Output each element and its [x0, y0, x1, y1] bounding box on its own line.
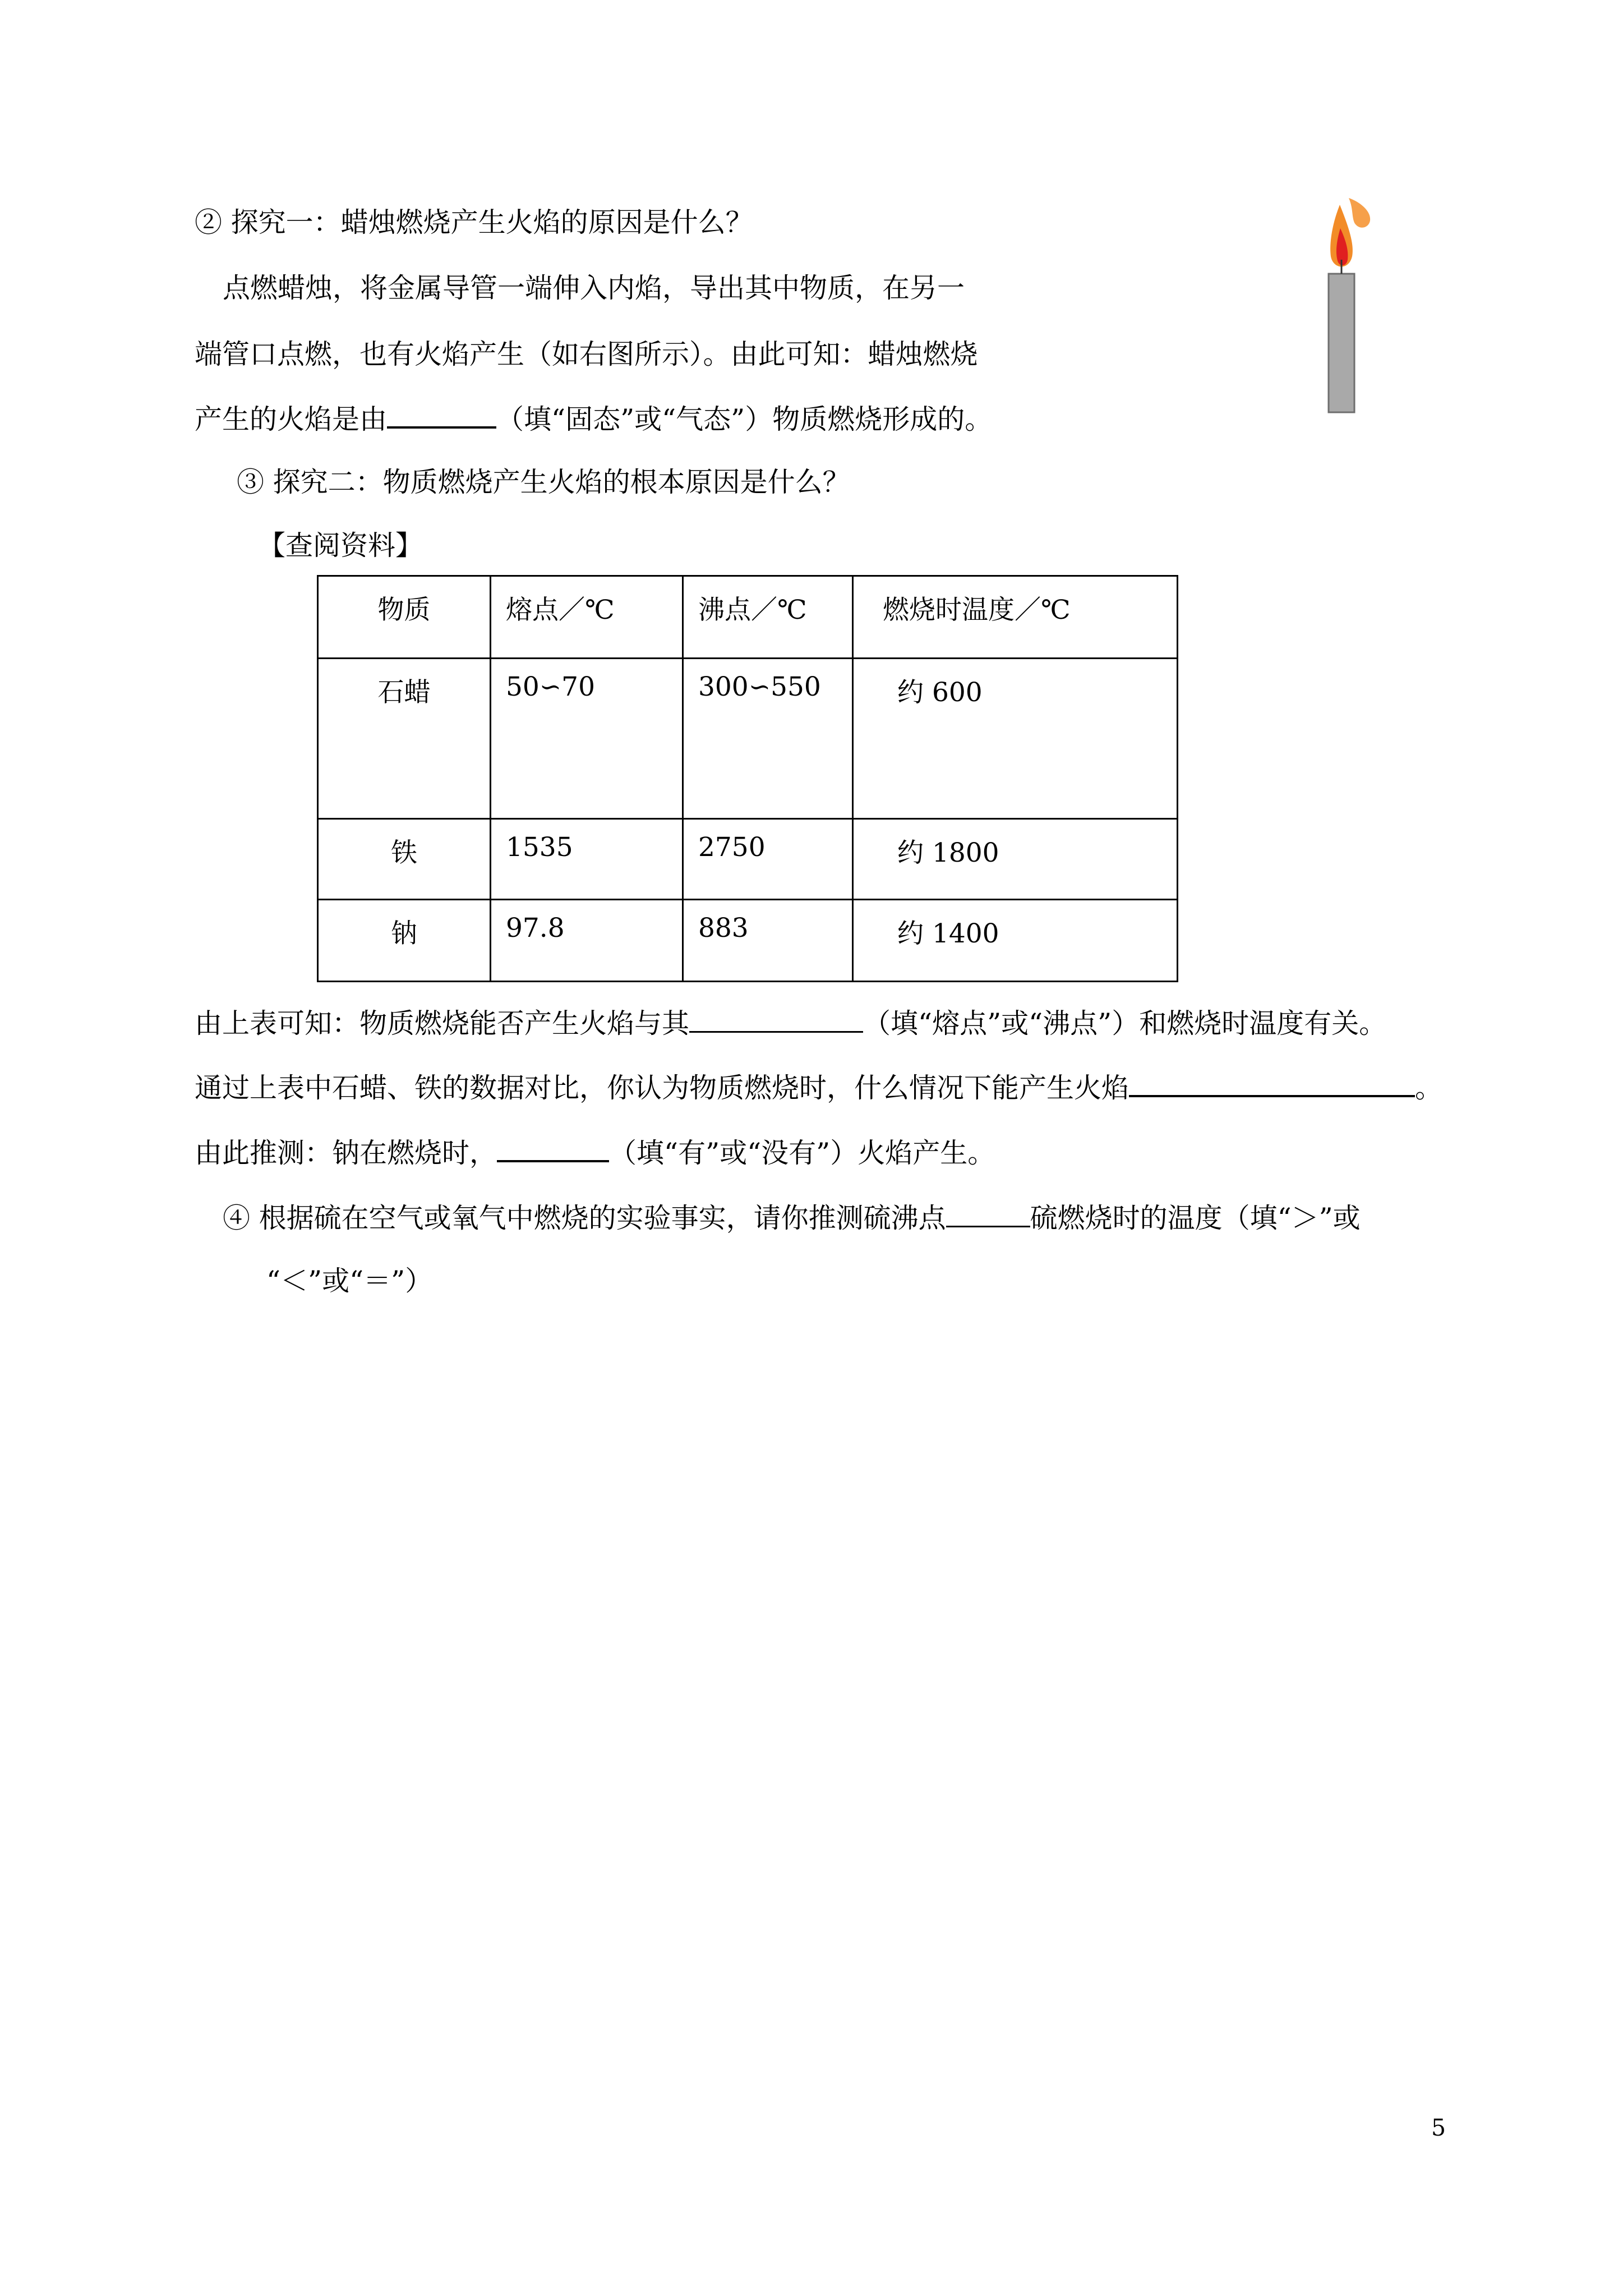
table-cell: 钠	[318, 900, 491, 982]
section-4-suffix: 硫燃烧时的温度（填“＞”或	[1030, 1202, 1361, 1234]
table-cell: 约 1400	[853, 900, 1178, 982]
table-cell: 石蜡	[318, 659, 491, 819]
section-4-line-1	[223, 1202, 1361, 1235]
table-cell: 883	[683, 900, 853, 982]
question-1-suffix: （填“熔点”或“沸点”）和燃烧时温度有关。	[863, 1007, 1387, 1039]
answer-blank-compare[interactable]	[946, 1203, 1030, 1227]
table-cell: 1535	[491, 819, 683, 900]
candle-figure	[1315, 194, 1371, 420]
section-3-heading: ③ 探究二：物质燃烧产生火焰的根本原因是什么？	[237, 466, 850, 498]
table-cell: 约 600	[853, 659, 1178, 819]
candle-icon	[1315, 194, 1371, 418]
table-cell: 约 1800	[853, 819, 1178, 900]
table-row	[318, 659, 1178, 819]
reference-title: 【查阅资料】	[258, 530, 423, 562]
section-2-text-line-3	[195, 403, 992, 436]
page-number: 5	[1431, 2114, 1446, 2141]
section-2-text-line-1: 点燃蜡烛，将金属导管一端伸入内焰，导出其中物质，在另一	[223, 272, 965, 304]
data-table	[317, 575, 1178, 982]
table-cell: 50∽70	[491, 659, 683, 819]
header-cell: 熔点／℃	[491, 576, 683, 659]
answer-blank-condition[interactable]	[1129, 1073, 1415, 1097]
question-3-suffix: （填“有”或“没有”）火焰产生。	[609, 1137, 995, 1169]
answer-blank-flame[interactable]	[497, 1138, 609, 1162]
section-2-line-3-suffix: （填“固态”或“气态”）物质燃烧形成的。	[496, 403, 993, 435]
section-2-text-line-2: 端管口点燃，也有火焰产生（如右图所示）。由此可知：蜡烛燃烧	[195, 338, 978, 370]
question-line-1	[195, 1007, 1386, 1041]
answer-blank-state[interactable]	[387, 404, 496, 429]
table-cell: 铁	[318, 819, 491, 900]
table-header-row	[318, 576, 1178, 659]
question-1-prefix: 由上表可知：物质燃烧能否产生火焰与其	[195, 1007, 690, 1039]
question-2-suffix: 。	[1415, 1072, 1443, 1104]
question-line-2	[195, 1071, 1442, 1105]
table-row	[318, 900, 1178, 982]
header-cell: 物质	[318, 576, 491, 659]
header-cell: 燃烧时温度／℃	[853, 576, 1178, 659]
answer-blank-point[interactable]	[689, 1009, 863, 1033]
section-4-line-2: “＜”或“＝”）	[266, 1265, 433, 1297]
table-cell: 97.8	[491, 900, 683, 982]
question-line-3	[195, 1137, 995, 1170]
section-2-heading: ② 探究一：蜡烛燃烧产生火焰的原因是什么？	[195, 206, 753, 238]
table-cell: 2750	[683, 819, 853, 900]
candle-flame-tip	[1349, 198, 1370, 228]
section-2-line-3-prefix: 产生的火焰是由	[195, 403, 388, 435]
table-row	[318, 819, 1178, 900]
question-2-prefix: 通过上表中石蜡、铁的数据对比，你认为物质燃烧时，什么情况下能产生火焰	[195, 1072, 1129, 1104]
question-3-prefix: 由此推测：钠在燃烧时，	[195, 1137, 497, 1169]
section-4-prefix: ④ 根据硫在空气或氧气中燃烧的实验事实，请你推测硫沸点	[223, 1202, 946, 1234]
header-cell: 沸点／℃	[683, 576, 853, 659]
table-cell: 300∽550	[683, 659, 853, 819]
candle-body	[1329, 274, 1354, 412]
